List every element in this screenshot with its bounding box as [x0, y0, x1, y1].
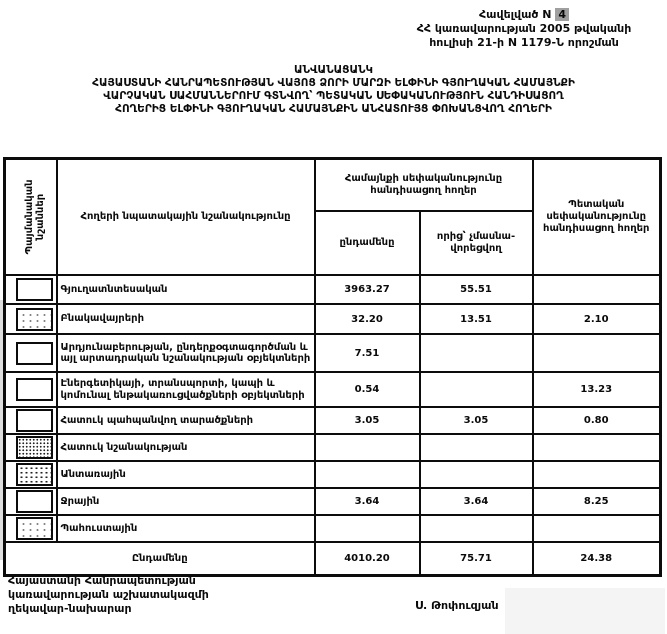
value-state: 0.80 — [533, 407, 661, 434]
header-community: Համայնքի սեփականությունը հանդիսացող հողեր — [315, 159, 533, 211]
symbol-cell — [5, 275, 57, 304]
scan-shade-artifact — [505, 588, 665, 634]
total-state: 24.38 — [533, 542, 661, 575]
symbol-cell — [5, 515, 57, 542]
value-nonprivatized: 13.51 — [420, 304, 533, 334]
land-category-label: Անտառային — [57, 461, 315, 488]
table-row — [5, 461, 661, 488]
value-community-total: 3963.27 — [315, 275, 420, 304]
legend-swatch — [16, 342, 53, 365]
value-nonprivatized: 55.51 — [420, 275, 533, 304]
total-row — [5, 542, 661, 575]
title-line3: ՎԱՐՉԱԿԱՆ ՍԱՀՄԱՆՆԵՐՈՒՄ ԳՏՆՎՈՂ՝ ՊԵՏԱԿԱՆ ՍԵՓԱԿԱՆՈՒԹՅՈՒՆ ՀԱՆԴԻՍԱՑՈՂ — [103, 90, 564, 102]
value-nonprivatized — [420, 434, 533, 461]
total-community: 4010.20 — [315, 542, 420, 575]
total-label: Ընդամենը — [5, 542, 315, 575]
title-line4: ՀՈՂԵՐԻՑ ԵԼՓԻՆԻ ԳՅՈՒՂԱԿԱՆ ՀԱՄԱՅՆՔԻՆ ԱՆՀԱՏՈՒՅՑ ՓՈԽԱՆՑՎՈՂ ՀՈՂԵՐԻ — [115, 103, 552, 115]
total-nonprivatized: 75.71 — [420, 542, 533, 575]
annex-note — [388, 8, 660, 50]
header-symbols — [5, 159, 57, 276]
value-state: 2.10 — [533, 304, 661, 334]
land-category-label: Հատուկ պահպանվող տարածքների — [57, 407, 315, 434]
value-state: 8.25 — [533, 488, 661, 515]
legend-swatch — [16, 378, 53, 401]
land-category-label: Արդյունաբերության, ընդերքօգտագործման և այլ արտադրական նշանակության օբյեկտների — [57, 334, 315, 372]
symbol-cell — [5, 434, 57, 461]
signatory-title-block — [8, 574, 209, 616]
header-purpose: Հողերի նպատակային նշանակությունը — [57, 159, 315, 276]
symbol-cell — [5, 334, 57, 372]
land-category-label: Հատուկ նշանակության — [57, 434, 315, 461]
annex-line1 — [388, 8, 660, 22]
table-row — [5, 434, 661, 461]
legend-swatch — [16, 517, 53, 540]
legend-swatch — [16, 409, 53, 432]
annex-line1-prefix: Հավելված N — [479, 8, 552, 21]
value-nonprivatized: 3.64 — [420, 488, 533, 515]
value-state: 13.23 — [533, 372, 661, 407]
land-category-label: Ջրային — [57, 488, 315, 515]
value-nonprivatized — [420, 515, 533, 542]
value-community-total: 0.54 — [315, 372, 420, 407]
table-row — [5, 488, 661, 515]
land-table — [3, 157, 662, 577]
value-state — [533, 461, 661, 488]
symbol-cell — [5, 488, 57, 515]
legend-swatch — [16, 278, 53, 301]
title-line2: ՀԱՅԱՍՏԱՆԻ ՀԱՆՐԱՊԵՏՈՒԹՅԱՆ ՎԱՅՈՑ ՁՈՐԻ ՄԱՐԶԻ ԵԼՓԻՆԻ ԳՅՈՒՂԱԿԱՆ ՀԱՄԱՅՆՔԻ — [92, 77, 575, 89]
signatory-line3: ղեկավար-նախարար — [8, 602, 132, 615]
title-line1: ԱՆՎԱՆԱՑԱՆԿ — [293, 64, 373, 76]
land-category-label: Բնակավայրերի — [57, 304, 315, 334]
land-category-label: Պահուստային — [57, 515, 315, 542]
table-row — [5, 334, 661, 372]
value-community-total: 3.64 — [315, 488, 420, 515]
annex-number: 4 — [555, 8, 569, 21]
value-state — [533, 275, 661, 304]
header-state: Պետական սեփականությունը հանդիսացող հողեր — [533, 159, 661, 276]
land-category-label: Գյուղատնտեսական — [57, 275, 315, 304]
signature-name: Ս. Թոփուզյան — [415, 599, 499, 612]
value-state — [533, 515, 661, 542]
header-community-nonprivatized: որից՝ չմասնավորեցվող — [420, 211, 533, 276]
value-nonprivatized — [420, 372, 533, 407]
symbol-cell — [5, 372, 57, 407]
annex-line2: ՀՀ կառավարության 2005 թվականի — [416, 22, 632, 35]
document-title — [10, 64, 657, 116]
value-community-total: 7.51 — [315, 334, 420, 372]
signatory-line1: Հայաստանի Հանրապետության — [8, 574, 196, 587]
header-community-total: ընդամենը — [315, 211, 420, 276]
value-state — [533, 334, 661, 372]
signatory-line2: կառավարության աշխատակազմի — [8, 588, 209, 601]
symbol-cell — [5, 407, 57, 434]
legend-swatch — [16, 463, 53, 486]
value-community-total — [315, 515, 420, 542]
table-row — [5, 304, 661, 334]
symbol-cell — [5, 461, 57, 488]
header-symbols-inner — [9, 161, 57, 273]
value-community-total — [315, 461, 420, 488]
value-community-total — [315, 434, 420, 461]
symbol-cell — [5, 304, 57, 334]
value-community-total: 32.20 — [315, 304, 420, 334]
legend-swatch — [16, 308, 53, 331]
legend-swatch — [16, 436, 53, 459]
table-row — [5, 515, 661, 542]
annex-line3: հուլիսի 21-ի N 1179-Ն որոշման — [429, 36, 619, 49]
value-nonprivatized: 3.05 — [420, 407, 533, 434]
value-community-total: 3.05 — [315, 407, 420, 434]
value-nonprivatized — [420, 334, 533, 372]
header-symbols-label: Պայմանական նշաններ — [24, 179, 46, 255]
table-row — [5, 275, 661, 304]
table-row — [5, 407, 661, 434]
legend-swatch — [16, 490, 53, 513]
value-nonprivatized — [420, 461, 533, 488]
value-state — [533, 434, 661, 461]
land-category-label: Էներգետիկայի, տրանսպորտի, կապի և կոմունալ ենթակառուցվածքների օբյեկտների — [57, 372, 315, 407]
table-row — [5, 372, 661, 407]
